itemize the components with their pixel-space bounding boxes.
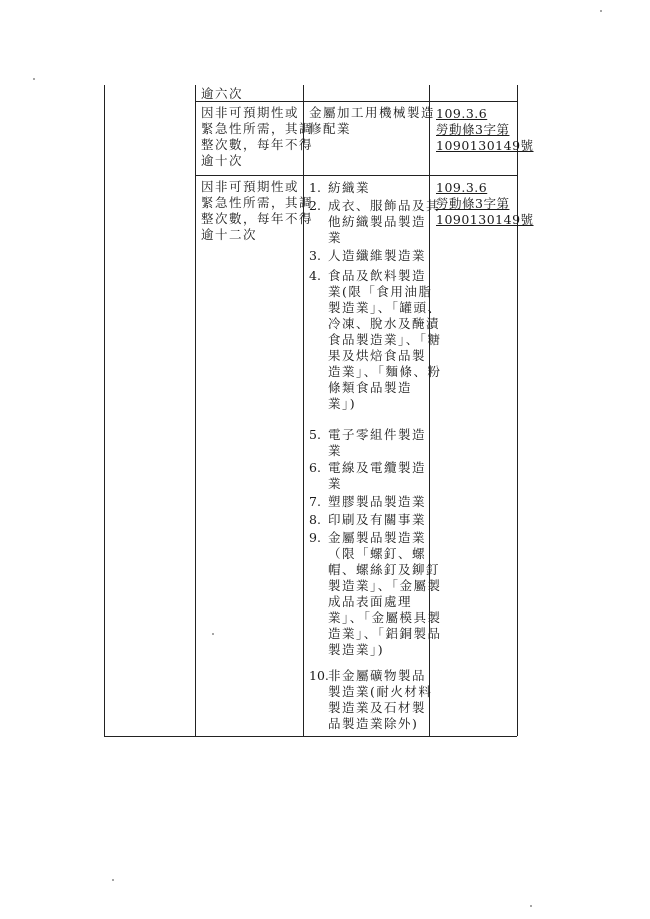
item-number: 9. [309, 530, 321, 545]
scan-speck [212, 633, 214, 635]
row-divider-1 [195, 101, 517, 102]
item-line: 帽、螺絲釘及鉚釘 [328, 562, 441, 577]
law-doc-number: 1090130149號 [436, 212, 534, 227]
item-number: 3. [309, 248, 321, 263]
condition-line: 因非可預期性或 [201, 105, 300, 120]
item-line: 業 [328, 443, 343, 458]
row2-condition-cell [201, 179, 313, 243]
condition-line: 整次數，每年不得 [201, 137, 314, 152]
item-line: 製造業(耐火材料 [328, 684, 433, 699]
item-line: 電子零組件製造 [328, 427, 427, 442]
law-date: 109.3.6 [436, 106, 488, 121]
industry-line: 修配業 [309, 121, 352, 136]
item-line: 冷凍、脫水及醃漬 [328, 316, 441, 331]
condition-line: 整次數，每年不得 [201, 211, 314, 226]
condition-line: 緊急性所需，其調 [201, 121, 314, 136]
row0-condition-cell [201, 86, 243, 102]
item-line: 業」) [328, 396, 357, 411]
condition-line: 逾十次 [201, 153, 244, 168]
item-line: 業」、「金屬模具製 [328, 610, 442, 625]
item-line: 印刷及有關事業 [328, 512, 427, 527]
item-line: 紡織業 [328, 180, 371, 195]
row1-law-cell [436, 106, 534, 154]
item-line: 條類食品製造 [328, 380, 413, 395]
item-line: 食品及飲料製造 [328, 268, 427, 283]
table-border-bottom [104, 736, 517, 737]
condition-line: 因非可預期性或 [201, 179, 300, 194]
item-number: 6. [309, 460, 321, 475]
item-line: 製造業」、「金屬製 [328, 578, 442, 593]
item-line: 成衣、服飾品及其 [328, 198, 441, 213]
condition-line: 逾十二次 [201, 227, 258, 242]
item-line: 製造業」、「罐頭、 [328, 300, 442, 315]
item-number: 5. [309, 427, 321, 442]
item-line: 人造纖維製造業 [328, 248, 427, 263]
law-date: 109.3.6 [436, 180, 488, 195]
industry-line: 金屬加工用機械製造 [309, 105, 436, 120]
condition-line: 逾六次 [201, 86, 244, 101]
item-line: 食品製造業」、「糖 [328, 332, 442, 347]
item-line: 製造業」) [328, 642, 385, 657]
row1-condition-cell [201, 105, 313, 169]
item-line: 業 [328, 476, 343, 491]
item-line: （限「螺釘、螺 [328, 546, 427, 561]
law-doc-prefix: 勞動條3字第 [436, 196, 510, 211]
item-number: 1. [309, 180, 321, 195]
item-line: 電線及電纜製造 [328, 460, 427, 475]
table-border-left [104, 85, 105, 736]
item-number: 8. [309, 512, 321, 527]
item-line: 製造業及石材製 [328, 700, 427, 715]
row1-industry-cell [309, 105, 435, 137]
item-line: 業 [328, 230, 343, 245]
scan-speck [600, 10, 602, 12]
item-line: 金屬製品製造業 [328, 530, 427, 545]
item-number: 7. [309, 494, 321, 509]
column-divider-1 [195, 85, 196, 736]
item-line: 果及烘焙食品製 [328, 348, 427, 363]
item-line: 造業」、「麵條、粉 [328, 364, 442, 379]
law-doc-number: 1090130149號 [436, 138, 534, 153]
scan-speck [112, 879, 114, 881]
row-divider-2 [195, 175, 517, 176]
row2-law-cell [436, 180, 534, 228]
item-line: 成品表面處理 [328, 594, 413, 609]
item-line: 他紡織製品製造 [328, 214, 427, 229]
item-line: 業(限「食用油脂 [328, 284, 433, 299]
item-line: 造業」、「鋁銅製品 [328, 626, 442, 641]
item-number: 10. [309, 668, 329, 683]
item-number: 2. [309, 198, 321, 213]
condition-line: 緊急性所需，其調 [201, 195, 314, 210]
item-line: 非金屬礦物製品 [328, 668, 427, 683]
scan-speck [33, 78, 35, 80]
item-line: 品製造業除外) [328, 716, 419, 731]
scan-speck [530, 905, 532, 907]
law-doc-prefix: 勞動條3字第 [436, 122, 510, 137]
item-number: 4. [309, 268, 321, 283]
item-line: 塑膠製品製造業 [328, 494, 427, 509]
